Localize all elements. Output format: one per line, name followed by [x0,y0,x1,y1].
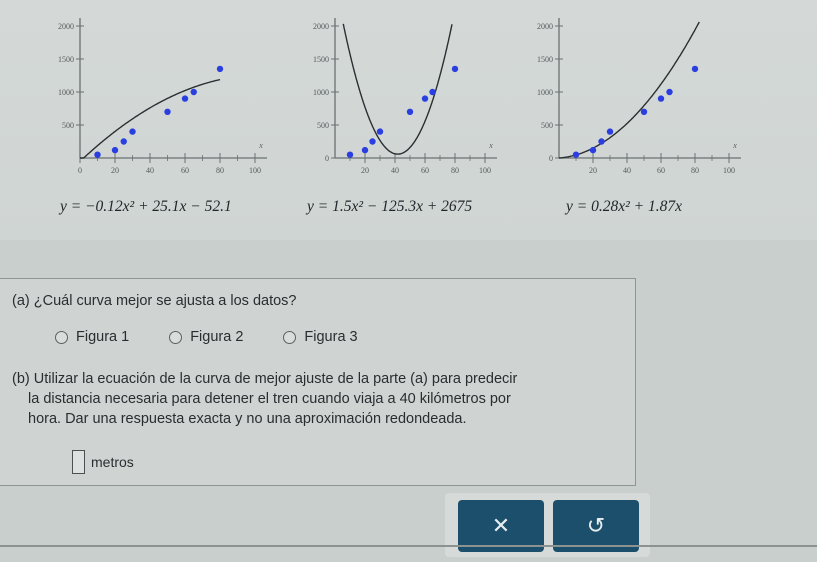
question-panel [0,278,636,486]
part-a-question [12,293,297,309]
data-point [362,147,368,153]
x-tick-label: 100 [479,166,491,175]
part-b-question [12,369,622,429]
data-point [377,128,383,134]
data-point [692,66,698,72]
action-bar [445,493,650,557]
x-tick-label: 40 [391,166,399,175]
figure-1-equation: y = −0.12x² + 25.1x − 52.1 [60,198,232,215]
y-tick-label: 500 [317,121,329,130]
x-tick-label: 80 [691,166,699,175]
part-a-label: (a) [12,293,30,309]
x-tick-label: 40 [623,166,631,175]
option-figura-2-label: Figura 2 [190,329,244,345]
figure-2-equation: y = 1.5x² − 125.3x + 2675 [307,198,473,215]
y-tick-label: 500 [62,121,74,130]
y-tick-label: 1500 [58,55,74,64]
data-point [94,152,100,158]
close-icon: ✕ [491,513,511,538]
radio-figura-2[interactable] [169,331,182,344]
radio-figura-1[interactable] [55,331,68,344]
y-tick-label: 0 [325,154,329,163]
part-b-line-1: Utilizar la ecuación de la curva de mejor ajuste de la parte (a) para predecir [33,371,518,387]
y-tick-label: 1000 [313,88,329,97]
x-tick-label: 0 [78,166,82,175]
part-b-line-2: la distancia necesaria para detener el tren cuando viaja a 40 kilómetros por [28,391,511,407]
data-point [217,66,223,72]
data-point [112,147,118,153]
option-figura-2[interactable] [169,329,243,345]
y-tick-label: 1000 [537,88,553,97]
x-tick-label: 20 [361,166,369,175]
x-axis-label: x [733,141,737,150]
undo-icon: ↺ [586,513,606,538]
y-tick-label: 2000 [313,22,329,31]
figure-2-chart [285,0,515,200]
x-tick-label: 100 [249,166,261,175]
x-tick-label: 80 [216,166,224,175]
y-tick-label: 1500 [537,55,553,64]
fit-curve [80,80,220,158]
option-figura-3[interactable] [283,329,357,345]
part-b-label: (b) [12,371,30,387]
data-point [641,109,647,115]
data-point [182,95,188,101]
data-point [658,95,664,101]
y-tick-label: 500 [541,121,553,130]
option-figura-1[interactable] [55,329,129,345]
x-axis-label: x [259,141,263,150]
answer-input[interactable] [72,450,85,474]
figure-options [55,329,358,345]
x-tick-label: 100 [723,166,735,175]
x-tick-label: 20 [111,166,119,175]
figure-1-chart [22,0,277,200]
data-point [598,138,604,144]
data-point [429,89,435,95]
data-point [573,152,579,158]
figure-3-plot [515,0,755,200]
figure-1-plot [22,0,277,200]
unit-label: metros [91,454,134,470]
data-point [607,128,613,134]
bottom-divider [0,545,817,547]
data-point [590,147,596,153]
y-tick-label: 2000 [58,22,74,31]
data-point [347,152,353,158]
fit-curve [343,24,452,154]
x-tick-label: 60 [421,166,429,175]
data-point [369,138,375,144]
y-tick-label: 0 [549,154,553,163]
answer-row [72,450,134,474]
x-tick-label: 60 [181,166,189,175]
option-figura-3-label: Figura 3 [304,329,358,345]
x-tick-label: 80 [451,166,459,175]
y-tick-label: 1000 [58,88,74,97]
part-b-line-3: hora. Dar una respuesta exacta y no una aproximación redondeada. [28,411,467,427]
radio-figura-3[interactable] [283,331,296,344]
data-point [164,109,170,115]
option-figura-1-label: Figura 1 [76,329,130,345]
data-point [191,89,197,95]
x-tick-label: 20 [589,166,597,175]
y-tick-label: 1500 [313,55,329,64]
data-point [129,128,135,134]
data-point [422,95,428,101]
x-axis-label: x [489,141,493,150]
figure-2-plot [285,0,515,200]
part-a-text: ¿Cuál curva mejor se ajusta a los datos? [33,293,297,309]
figure-3-chart [515,0,755,200]
data-point [666,89,672,95]
fit-curve [559,22,699,158]
data-point [452,66,458,72]
data-point [407,109,413,115]
figures-strip [0,0,817,240]
x-tick-label: 60 [657,166,665,175]
figure-3-equation: y = 0.28x² + 1.87x [566,198,682,215]
x-tick-label: 40 [146,166,154,175]
data-point [121,138,127,144]
y-tick-label: 2000 [537,22,553,31]
